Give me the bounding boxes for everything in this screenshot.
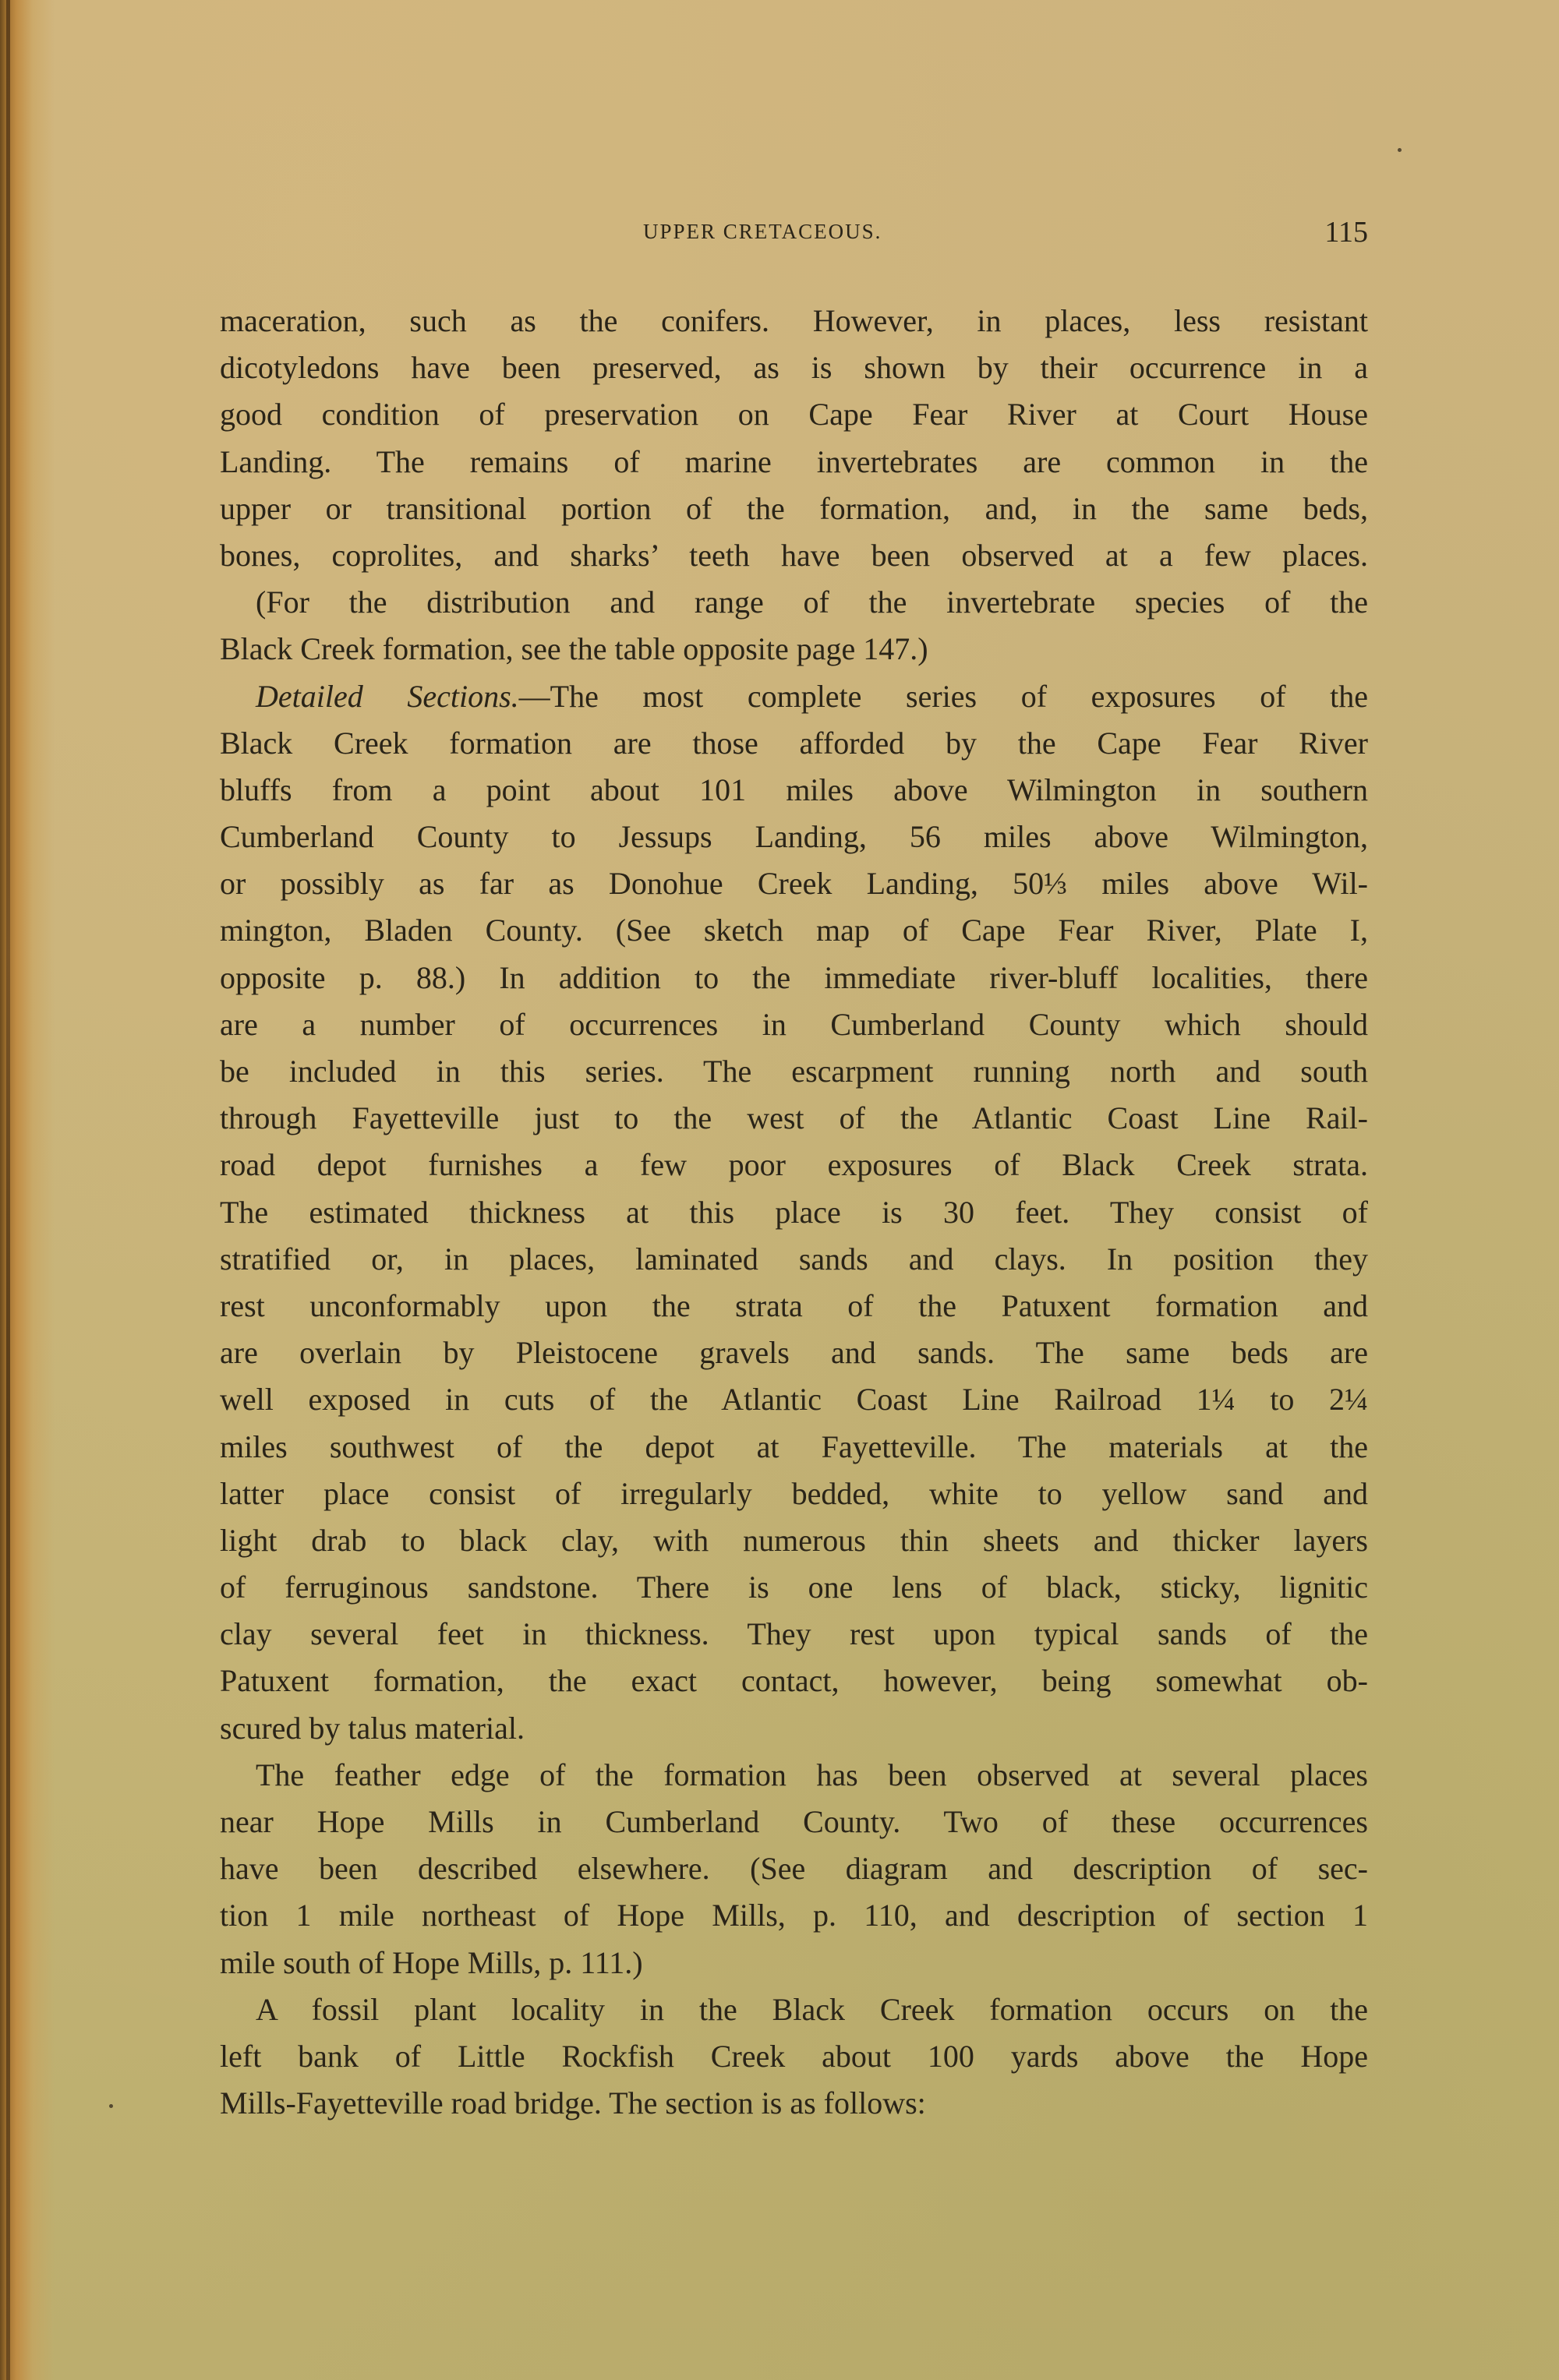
page-body bbox=[220, 298, 1368, 2127]
text-line: near Hope Mills in Cumberland County. Two of these occurrences bbox=[220, 1804, 1368, 1839]
text-line: bluffs from a point about 101 miles above Wilmington in southern bbox=[220, 772, 1368, 807]
page-number: 115 bbox=[1324, 216, 1368, 249]
paragraph bbox=[220, 1752, 1368, 1986]
paragraph bbox=[220, 579, 1368, 673]
text-line: latter place consist of irregularly bedded, white to yellow sand and bbox=[220, 1475, 1368, 1511]
text-line: The feather edge of the formation has been observed at several places bbox=[256, 1757, 1368, 1792]
text-line: Landing. The remains of marine invertebrates are common in the bbox=[220, 443, 1368, 479]
paragraph bbox=[220, 673, 1368, 1752]
running-title: UPPER CRETACEOUS. bbox=[643, 220, 882, 243]
section-heading: Detailed Sections. bbox=[256, 678, 519, 714]
text-line: Cumberland County to Jessups Landing, 56 miles above Wilmington, bbox=[220, 819, 1368, 855]
running-header bbox=[220, 216, 1368, 251]
text-line: A fossil plant locality in the Black Creek formation occurs on the bbox=[256, 1991, 1368, 2027]
text-line: Patuxent formation, the exact contact, however, being somewhat ob- bbox=[220, 1663, 1368, 1699]
text-line: The estimated thickness at this place is 30 feet. They consist of bbox=[220, 1194, 1368, 1230]
text-line: opposite p. 88.) In addition to the immediate river-bluff localities, there bbox=[220, 959, 1368, 995]
text-line: clay several feet in thickness. They rest upon typical sands of the bbox=[220, 1616, 1368, 1652]
text-line: tion 1 mile northeast of Hope Mills, p. 110, and description of section 1 bbox=[220, 1898, 1368, 1933]
text-line: Mills-Fayetteville road bridge. The section is as follows: bbox=[220, 2085, 926, 2121]
text-line: have been described elsewhere. (See diagram and description of sec- bbox=[220, 1851, 1368, 1887]
text-line: left bank of Little Rockfish Creek about 100 yards above the Hope bbox=[220, 2038, 1368, 2074]
text-line bbox=[220, 673, 1368, 720]
paper-speck bbox=[109, 2104, 113, 2108]
text-fragment: —The most complete series of exposures of the bbox=[518, 678, 1368, 714]
text-line: scured by talus material. bbox=[220, 1710, 525, 1746]
text-line: Black Creek formation, see the table opposite page 147.) bbox=[220, 631, 928, 667]
text-line: (For the distribution and range of the invertebrate species of the bbox=[256, 584, 1368, 620]
text-line: of ferruginous sandstone. There is one lens of black, sticky, lignitic bbox=[220, 1570, 1368, 1605]
text-line: are a number of occurrences in Cumberland County which should bbox=[220, 1006, 1368, 1042]
text-line: bones, coprolites, and sharks’ teeth have been observed at a few places. bbox=[220, 537, 1368, 573]
text-line: upper or transitional portion of the formation, and, in the same beds, bbox=[220, 490, 1368, 526]
text-line: well exposed in cuts of the Atlantic Coast Line Railroad 1¼ to 2¼ bbox=[220, 1382, 1368, 1418]
text-line: maceration, such as the conifers. However, in places, less resistant bbox=[220, 303, 1368, 338]
paper-speck bbox=[1398, 148, 1402, 152]
page-binding-edge bbox=[6, 0, 10, 2380]
text-line: mile south of Hope Mills, p. 111.) bbox=[220, 1944, 643, 1980]
text-line: road depot furnishes a few poor exposures of Black Creek strata. bbox=[220, 1147, 1368, 1183]
paragraph bbox=[220, 298, 1368, 579]
text-line: stratified or, in places, laminated sands and clays. In position they bbox=[220, 1241, 1368, 1277]
text-line: good condition of preservation on Cape Fear River at Court House bbox=[220, 397, 1368, 433]
text-line: miles southwest of the depot at Fayetteville. The materials at the bbox=[220, 1428, 1368, 1464]
text-line: mington, Bladen County. (See sketch map of Cape Fear River, Plate I, bbox=[220, 913, 1368, 948]
text-line: rest unconformably upon the strata of the Patuxent formation and bbox=[220, 1287, 1368, 1323]
text-line: through Fayetteville just to the west of the Atlantic Coast Line Rail- bbox=[220, 1100, 1368, 1136]
paragraph bbox=[220, 1986, 1368, 2128]
text-line: dicotyledons have been preserved, as is shown by their occurrence in a bbox=[220, 350, 1368, 386]
text-line: be included in this series. The escarpment running north and south bbox=[220, 1054, 1368, 1089]
text-line: are overlain by Pleistocene gravels and sands. The same beds are bbox=[220, 1335, 1368, 1371]
text-line: or possibly as far as Donohue Creek Landing, 50⅓ miles above Wil- bbox=[220, 866, 1368, 902]
text-line: light drab to black clay, with numerous thin sheets and thicker layers bbox=[220, 1522, 1368, 1558]
text-line: Black Creek formation are those afforded by the Cape Fear River bbox=[220, 725, 1368, 761]
